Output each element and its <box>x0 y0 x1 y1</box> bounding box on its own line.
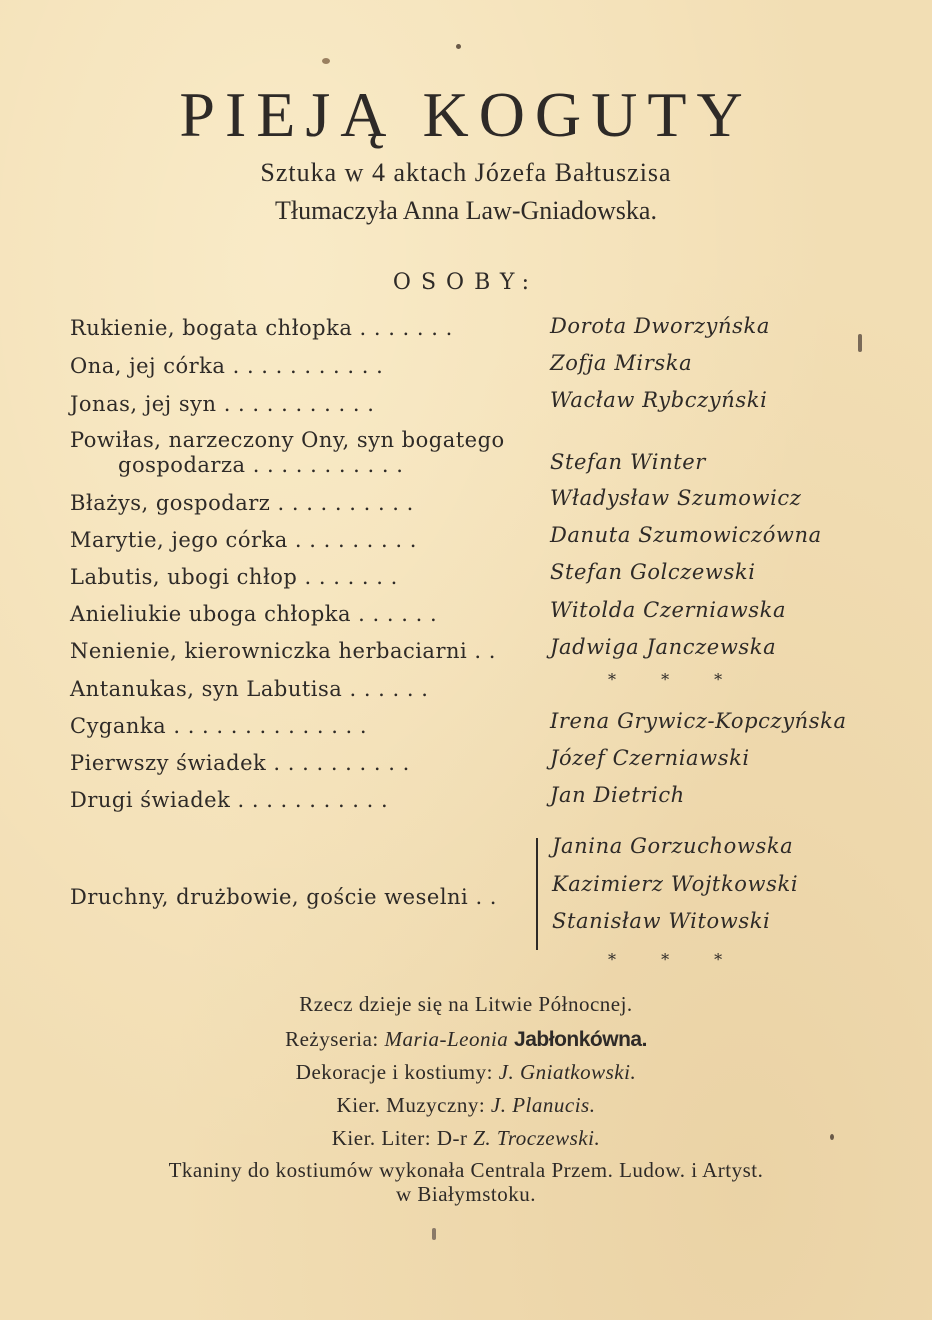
cast-role: Cyganka . . . . . . . . . . . . . . <box>70 714 368 738</box>
cast-actor: Dorota Dworzyńska <box>550 314 770 338</box>
group-stars: * * * <box>608 950 743 969</box>
music-line <box>0 1093 932 1118</box>
cast-role: Anieliukie uboga chłopka . . . . . . <box>70 602 438 626</box>
music-name: J. Planucis. <box>490 1093 596 1117</box>
cast-actor: Stefan Winter <box>550 450 706 474</box>
cast-actor: Stefan Golczewski <box>550 560 756 584</box>
translator-line: Tłumaczyła Anna Law-Gniadowska. <box>275 196 657 225</box>
cast-role: Labutis, ubogi chłop . . . . . . . <box>70 565 398 589</box>
cast-actor: Władysław Szumowicz <box>550 486 802 510</box>
cast-role: Pierwszy świadek . . . . . . . . . . <box>70 751 410 775</box>
cast-actor: Jan Dietrich <box>550 783 685 807</box>
cast-actor: Witolda Czerniawska <box>550 598 787 622</box>
cast-role: Rukienie, bogata chłopka . . . . . . . <box>70 316 453 340</box>
literary-name: Z. Troczewski. <box>473 1126 601 1150</box>
cast-role: Ona, jej córka . . . . . . . . . . . <box>70 354 384 378</box>
director-label: Reżyseria: <box>285 1027 379 1051</box>
speck <box>322 58 330 64</box>
speck <box>456 44 461 49</box>
cast-role: Nenienie, kierowniczka herbaciarni . . <box>70 639 496 663</box>
cast-actor: Danuta Szumowiczówna <box>550 523 822 547</box>
director-first-name: Maria-Leonia <box>384 1027 509 1051</box>
cast-role: Błażys, gospodarz . . . . . . . . . . <box>70 491 414 515</box>
design-label: Dekoracje i kostiumy: <box>295 1060 493 1084</box>
group-actor: Stanisław Witowski <box>552 909 771 933</box>
cast-role: Antanukas, syn Labutisa . . . . . . <box>70 677 429 701</box>
cast-actor: Irena Grywicz-Kopczyńska <box>550 709 847 733</box>
cast-role: Jonas, jej syn . . . . . . . . . . . <box>70 392 375 416</box>
unassigned-stars: * * * <box>608 670 743 689</box>
cast-actor: Zofja Mirska <box>550 351 693 375</box>
cast-actor: Jadwiga Janczewska <box>550 635 777 659</box>
cast-heading: OSOBY: <box>392 270 540 295</box>
setting-line <box>0 992 932 1017</box>
director-line <box>0 1027 932 1052</box>
cast-role-continuation: gospodarza . . . . . . . . . . . <box>118 453 404 477</box>
group-actor: Janina Gorzuchowska <box>552 834 794 858</box>
group-bracket <box>536 838 538 950</box>
cast-role: Powiłas, narzeczony Ony, syn bogatego <box>70 428 505 452</box>
music-label: Kier. Muzyczny: <box>336 1093 486 1117</box>
speck <box>858 334 862 352</box>
speck <box>432 1228 436 1240</box>
setting-text: Rzecz dzieje się na Litwie Północnej. <box>299 992 633 1016</box>
cast-role: Drugi świadek . . . . . . . . . . . <box>70 788 389 812</box>
design-line <box>0 1060 932 1085</box>
cast-actor: Wacław Rybczyński <box>550 388 768 412</box>
cast-role: Marytie, jego córka . . . . . . . . . <box>70 528 417 552</box>
fabrics-line-2: w Białymstoku. <box>395 1182 536 1206</box>
literary-line <box>0 1126 932 1151</box>
play-title: PIEJĄ KOGUTY <box>179 79 753 150</box>
literary-label: Kier. Liter: D-r <box>331 1126 468 1150</box>
group-role: Druchny, drużbowie, goście weselni . . <box>70 885 497 909</box>
play-subtitle: Sztuka w 4 aktach Józefa Bałtuszisa <box>260 158 672 187</box>
group-actor: Kazimierz Wojtkowski <box>552 872 799 896</box>
director-last-name: Jabłonkówna. <box>514 1028 647 1051</box>
fabrics-line: Tkaniny do kostiumów wykonała Centrala Przem. Ludow. i Artyst. <box>168 1158 764 1182</box>
design-name: J. Gniatkowski. <box>498 1060 637 1084</box>
cast-actor: Józef Czerniawski <box>550 746 750 770</box>
